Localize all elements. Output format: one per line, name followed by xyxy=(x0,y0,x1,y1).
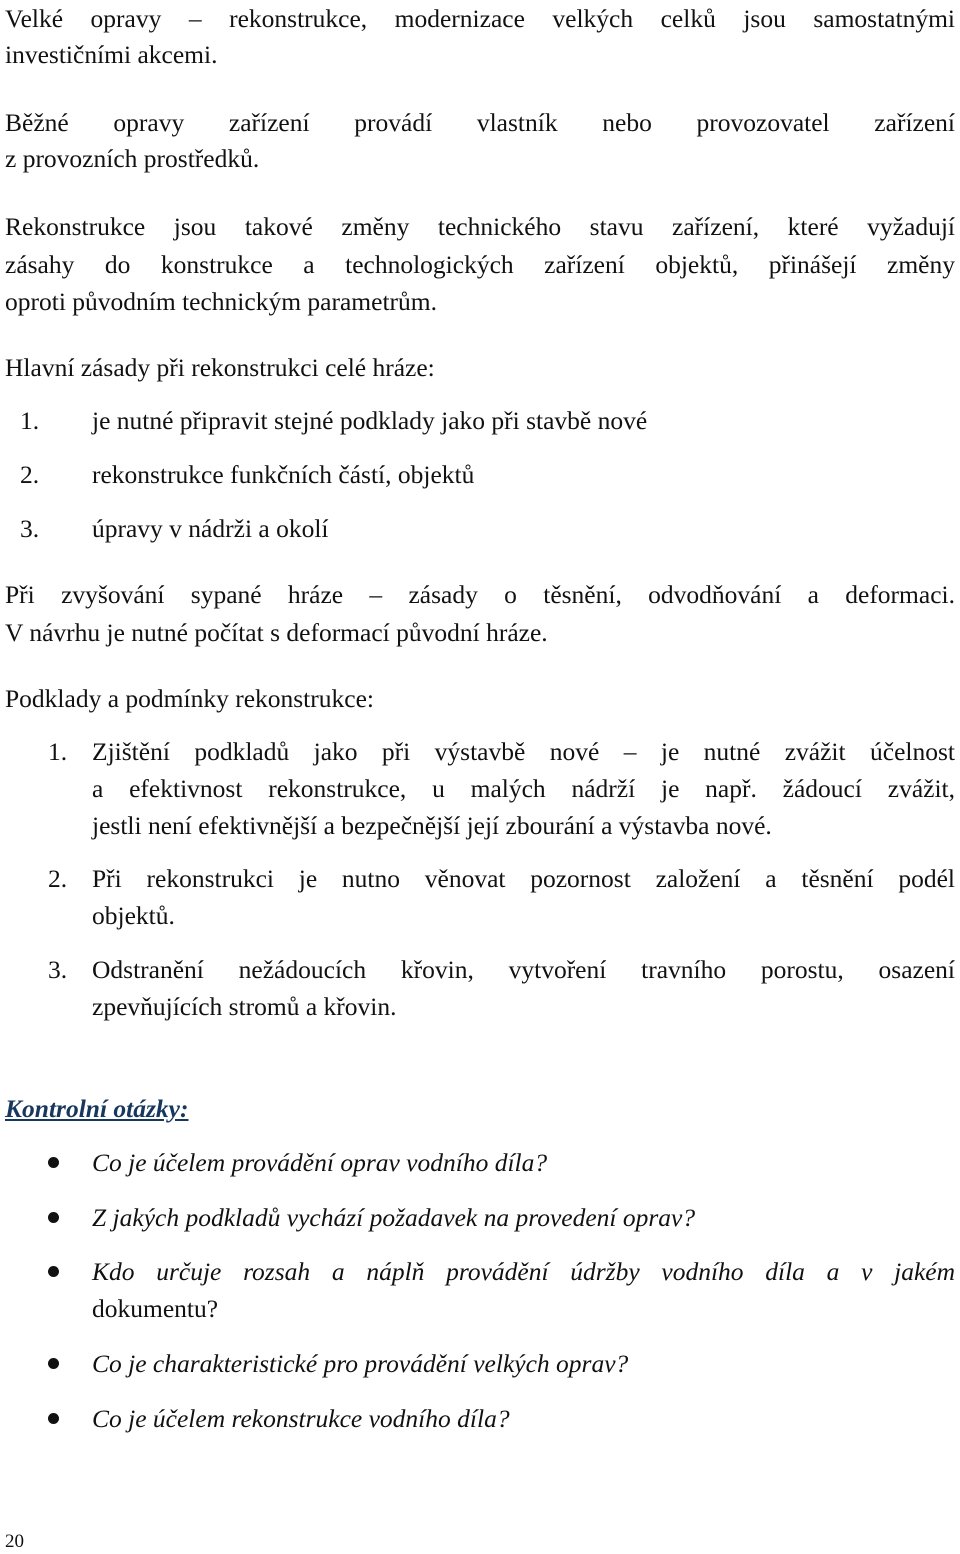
bullet-icon xyxy=(48,1212,59,1223)
conditions-item-1-line2: a efektivnost rekonstrukce, u malých nádrží je např. žádoucí zvážit, xyxy=(92,774,955,803)
para4-line2: V návrhu je nutné počítat s deformací původní hráze. xyxy=(5,618,548,647)
conditions-item-1-line3: jestli není efektivnější a bezpečnější její zbourání a výstavba nové. xyxy=(92,811,772,840)
bullet-icon xyxy=(48,1358,59,1369)
question-1: Co je účelem provádění oprav vodního díla? xyxy=(92,1148,548,1177)
principles-item-1: je nutné připravit stejné podklady jako při stavbě nové xyxy=(92,406,648,435)
question-2: Z jakých podkladů vychází požadavek na provedení oprav? xyxy=(92,1203,696,1232)
question-4: Co je charakteristické pro provádění velkých oprav? xyxy=(92,1349,629,1378)
question-3-line1: Kdo určuje rozsah a náplň provádění údržby vodního díla a v jakém xyxy=(92,1257,955,1286)
para4-line1: Při zvyšování sypané hráze – zásady o těsnění, odvodňování a deformaci. xyxy=(5,580,955,609)
page-number: 20 xyxy=(5,1531,24,1552)
principles-item-3: úpravy v nádrži a okolí xyxy=(92,514,329,543)
para1-line2: investičními akcemi. xyxy=(5,40,218,69)
para1-line1: Velké opravy – rekonstrukce, modernizace velkých celků jsou samostatnými xyxy=(5,4,955,33)
principles-num-3: 3. xyxy=(20,514,40,543)
para3-line3: oproti původním technickým parametrům. xyxy=(5,287,437,316)
conditions-item-2-line2: objektů. xyxy=(92,901,175,930)
conditions-num-1: 1. xyxy=(48,737,68,766)
para3-line1: Rekonstrukce jsou takové změny technického stavu zařízení, které vyžadují xyxy=(5,212,955,241)
conditions-item-1-line1: Zjištění podkladů jako při výstavbě nové – je nutné zvážit účelnost xyxy=(92,737,955,766)
bullet-icon xyxy=(48,1157,59,1168)
principles-num-1: 1. xyxy=(20,406,40,435)
bullet-icon xyxy=(48,1413,59,1424)
questions-heading: Kontrolní otázky: xyxy=(5,1094,189,1123)
question-5: Co je účelem rekonstrukce vodního díla? xyxy=(92,1404,510,1433)
conditions-item-3-line1: Odstranění nežádoucích křovin, vytvoření travního porostu, osazení xyxy=(92,955,955,984)
conditions-item-3-line2: zpevňujících stromů a křovin. xyxy=(92,992,397,1021)
para2-line1: Běžné opravy zařízení provádí vlastník nebo provozovatel zařízení xyxy=(5,108,955,137)
para3-line2: zásahy do konstrukce a technologických zařízení objektů, přinášejí změny xyxy=(5,250,955,279)
principles-num-2: 2. xyxy=(20,460,40,489)
conditions-num-3: 3. xyxy=(48,955,68,984)
conditions-title: Podklady a podmínky rekonstrukce: xyxy=(5,684,374,713)
bullet-icon xyxy=(48,1266,59,1277)
conditions-num-2: 2. xyxy=(48,864,68,893)
question-3-line2: dokumentu? xyxy=(92,1294,219,1323)
para2-line2: z provozních prostředků. xyxy=(5,144,260,173)
conditions-item-2-line1: Při rekonstrukci je nutno věnovat pozornost založení a těsnění podél xyxy=(92,864,955,893)
principles-title: Hlavní zásady při rekonstrukci celé hráze: xyxy=(5,353,435,382)
principles-item-2: rekonstrukce funkčních částí, objektů xyxy=(92,460,475,489)
